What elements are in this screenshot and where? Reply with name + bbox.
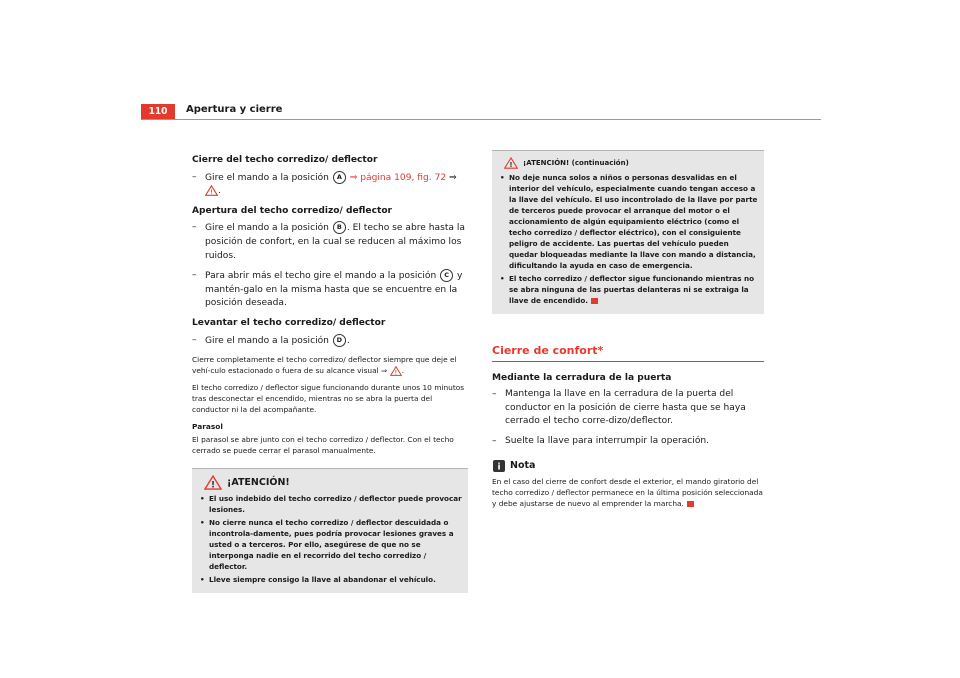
note-runtime: El techo corredizo / deflector sigue funcionando durante unos 10 minutos tras desconectar el encendido, mientras no se abra la puerta del conductor ni la del acompañante. [192, 382, 465, 414]
apertura-heading: Apertura del techo corredizo/ deflector [192, 205, 393, 216]
confort-step-2: – Suelte la llave para interrumpir la operación. [492, 435, 710, 446]
levantar-step: – Gire el mando a la posición D . [192, 334, 350, 346]
right-column [492, 150, 764, 514]
chapter-title: Apertura y cierre [186, 104, 283, 115]
apertura-step-1: – Gire el mando a la posición B . El techo se abre hasta la posición de confort, en la cual se reducen al máximo los ruidos. [192, 222, 465, 261]
position-c-badge: C [440, 269, 453, 282]
apertura-step-1-continuation: . El techo se abre hasta la posición de confort, en la cual se reducen al máximo los ruidos. [205, 223, 465, 261]
position-b-badge: B [333, 221, 346, 234]
parasol-text: El parasol se abre junto con el techo corredizo / deflector. Con el techo cerrado se puede cerrar el parasol manualmente. [192, 434, 454, 455]
svg-text:!: ! [210, 480, 216, 491]
nota-text: En el caso del cierre de confort desde el exterior, el mando giratorio del techo corredizo / deflector permanece en la última posición seleccionada y debe ajustarse de nuevo al emprender la marcha. [492, 476, 763, 508]
svg-text:!: ! [509, 160, 513, 169]
nota-heading: i Nota [492, 459, 764, 473]
apertura-step-1-text: Gire el mando a la posición [205, 223, 329, 234]
warning-item: • El uso indebido del techo corredizo / deflector puede provocar lesiones. [200, 494, 462, 515]
left-column [192, 154, 468, 593]
page-reference-link[interactable]: ⇒ página 109, fig. 72 [349, 172, 447, 183]
warning-triangle-icon[interactable] [390, 366, 402, 376]
warning-continuation-box [492, 150, 764, 314]
apertura-step-2-text: Para abrir más el techo gire el mando a la posición [205, 271, 437, 282]
warning-continuation-title: ¡ATENCIÓN! (continuación) [523, 158, 629, 167]
levantar-heading: Levantar el techo corredizo/ deflector [192, 317, 386, 328]
apertura-step-2-continuation: y mantén-galo en la misma hasta que se encuentre en la posición deseada. [205, 271, 463, 309]
reference-arrow: ⇒ [449, 172, 457, 183]
note-close-roof: Cierre completamente el techo corredizo/ deflector siempre que deje el vehí-culo estacionado o fuera de su alcance visual ⇒ ! . [192, 355, 457, 377]
end-of-section-icon [687, 501, 694, 507]
svg-text:!: ! [394, 370, 397, 377]
apertura-step-2: – Para abrir más el techo gire el mando a la posición C y mantén-galo en la misma hasta que se encuentre en la posición deseada. [192, 270, 463, 309]
header-divider [141, 119, 821, 120]
parasol-heading: Parasol [192, 422, 223, 432]
mediante-heading: Mediante la cerradura de la puerta [492, 372, 672, 383]
warning-triangle-icon [504, 157, 518, 169]
note-icon [492, 459, 506, 473]
end-of-section-icon [591, 298, 598, 304]
cierre-step-text: Gire el mando a la posición [205, 172, 329, 183]
levantar-step-text: Gire el mando a la posición [205, 335, 329, 346]
warning-item: • Lleve siempre consigo la llave al abandonar el vehículo. [200, 575, 436, 585]
section-heading-confort: Cierre de confort* [492, 344, 764, 362]
page-number: 110 [141, 104, 175, 119]
svg-text:i: i [497, 462, 501, 473]
warning-triangle-icon [204, 475, 222, 490]
warning-triangle-icon[interactable] [205, 185, 218, 196]
warning-title: ¡ATENCIÓN! [227, 477, 290, 489]
cierre-step: – Gire el mando a la posición A ⇒ página 109, fig. 72 ⇒ ! . [192, 171, 457, 197]
warning-item: • No deje nunca solos a niños o personas desvalidas en el interior del vehículo, especialmente cuando tengan acceso a la llave del vehículo. El uso incontrolado de la llave por parte de terceros puede provocar el arranque del motor o el accionamiento de algún equipamiento eléctrico (como el techo corredizo / deflector eléctrico), con el consiguiente peligro de accidente. Las puertas del vehículo pueden quedar bloqueadas mediante la llave con mando a distancia, dificultando la ayuda en caso de emergencia. [500, 173, 758, 270]
warning-box [192, 468, 468, 593]
warning-item: • No cierre nunca el techo corredizo / deflector descuidada o incontrola-damente, pues podría provocar lesiones graves a usted o a terceros. Por ello, asegúrese de que no se interponga nadie en el recorrido del techo corredizo / deflector. [200, 518, 454, 572]
svg-text:!: ! [210, 188, 213, 197]
confort-step-1: – Mantenga la llave en la cerradura de la puerta del conductor en la posición de cierre hasta que se haya cerrado el techo corre-dizo/deflector. [492, 389, 746, 427]
warning-item: • El techo corredizo / deflector sigue funcionando mientras no se abra ninguna de las puertas delanteras ni se extraiga la llave de encendido. [500, 274, 755, 305]
position-a-badge: A [333, 171, 346, 184]
position-d-badge: D [333, 334, 346, 347]
cierre-heading: Cierre del techo corredizo/ deflector [192, 155, 378, 165]
